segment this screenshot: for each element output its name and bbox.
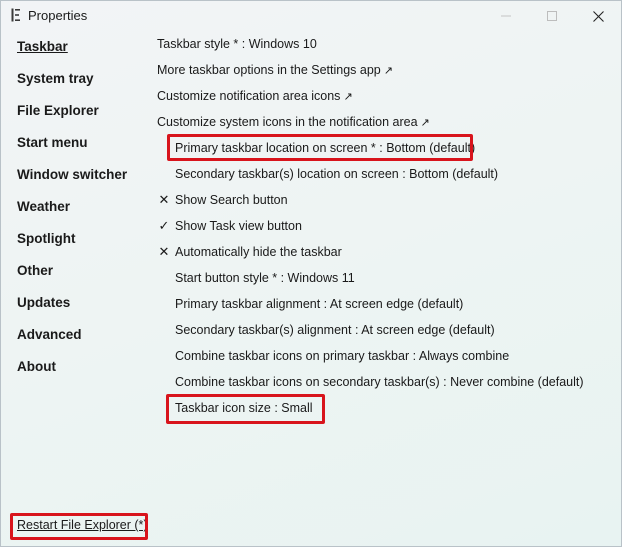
setting-label: Show Task view button xyxy=(175,219,302,233)
link-more-taskbar-options[interactable] xyxy=(157,61,617,87)
maximize-icon xyxy=(547,11,557,21)
minimize-icon xyxy=(501,11,511,21)
setting-combine-primary-icons[interactable] xyxy=(157,347,617,373)
sidebar-item-updates[interactable]: Updates xyxy=(17,295,71,310)
sidebar-item-other[interactable]: Other xyxy=(17,263,54,278)
setting-label: Show Search button xyxy=(175,193,288,207)
link-label: More taskbar options in the Settings app xyxy=(157,63,381,77)
sidebar-item-taskbar[interactable]: Taskbar xyxy=(17,39,68,54)
setting-label: Secondary taskbar(s) location on screen : Bottom (default) xyxy=(175,167,499,181)
setting-taskbar-style[interactable] xyxy=(157,35,617,61)
external-link-icon: ↗ xyxy=(383,65,393,77)
taskbar-settings-list xyxy=(157,35,617,425)
setting-primary-taskbar-location[interactable] xyxy=(157,139,617,165)
setting-label: Automatically hide the taskbar xyxy=(175,245,342,259)
maximize-button[interactable] xyxy=(529,1,575,31)
x-mark-icon: ✕ xyxy=(158,192,170,207)
link-label: Customize notification area icons xyxy=(157,89,341,103)
setting-label: Start button style * : Windows 11 xyxy=(175,271,355,285)
setting-primary-taskbar-alignment[interactable] xyxy=(157,295,617,321)
restart-file-explorer-link[interactable]: Restart File Explorer (*) xyxy=(17,518,148,532)
app-icon xyxy=(11,8,21,22)
sidebar-item-spotlight[interactable]: Spotlight xyxy=(17,231,76,246)
setting-start-button-style[interactable] xyxy=(157,269,617,295)
sidebar-item-start-menu[interactable]: Start menu xyxy=(17,135,88,150)
setting-label: Secondary taskbar(s) alignment : At screen edge (default) xyxy=(175,323,495,337)
sidebar-item-system-tray[interactable]: System tray xyxy=(17,71,94,86)
checkmark-icon: ✓ xyxy=(158,218,170,233)
x-mark-icon: ✕ xyxy=(158,244,170,259)
setting-taskbar-icon-size[interactable] xyxy=(157,399,617,425)
setting-secondary-taskbar-location[interactable] xyxy=(157,165,617,191)
sidebar xyxy=(17,38,157,390)
close-button[interactable] xyxy=(575,1,621,31)
toggle-auto-hide-taskbar[interactable] xyxy=(157,243,617,269)
sidebar-item-advanced[interactable]: Advanced xyxy=(17,327,82,342)
setting-label: Combine taskbar icons on secondary taskbar(s) : Never combine (default) xyxy=(175,375,584,389)
setting-label: Combine taskbar icons on primary taskbar : Always combine xyxy=(175,349,510,363)
toggle-show-task-view-button[interactable] xyxy=(157,217,617,243)
sidebar-item-weather[interactable]: Weather xyxy=(17,199,71,214)
toggle-show-search-button[interactable] xyxy=(157,191,617,217)
minimize-button[interactable] xyxy=(483,1,529,31)
title-bar[interactable] xyxy=(1,1,621,31)
setting-label: Taskbar icon size : Small xyxy=(175,401,313,415)
window-title: Properties xyxy=(28,8,88,23)
sidebar-item-file-explorer[interactable]: File Explorer xyxy=(17,103,99,118)
link-system-icons[interactable] xyxy=(157,113,617,139)
close-icon xyxy=(593,11,604,22)
setting-label: Primary taskbar alignment : At screen edge (default) xyxy=(175,297,464,311)
external-link-icon: ↗ xyxy=(420,117,430,129)
setting-combine-secondary-icons[interactable] xyxy=(157,373,617,399)
setting-label: Primary taskbar location on screen * : Bottom (default) xyxy=(175,141,476,155)
setting-secondary-taskbar-alignment[interactable] xyxy=(157,321,617,347)
link-label: Customize system icons in the notification area xyxy=(157,115,418,129)
sidebar-item-window-switcher[interactable]: Window switcher xyxy=(17,167,128,182)
link-notification-area-icons[interactable] xyxy=(157,87,617,113)
sidebar-item-about[interactable]: About xyxy=(17,359,56,374)
setting-label: Taskbar style * : Windows 10 xyxy=(157,37,317,51)
external-link-icon: ↗ xyxy=(343,91,353,103)
